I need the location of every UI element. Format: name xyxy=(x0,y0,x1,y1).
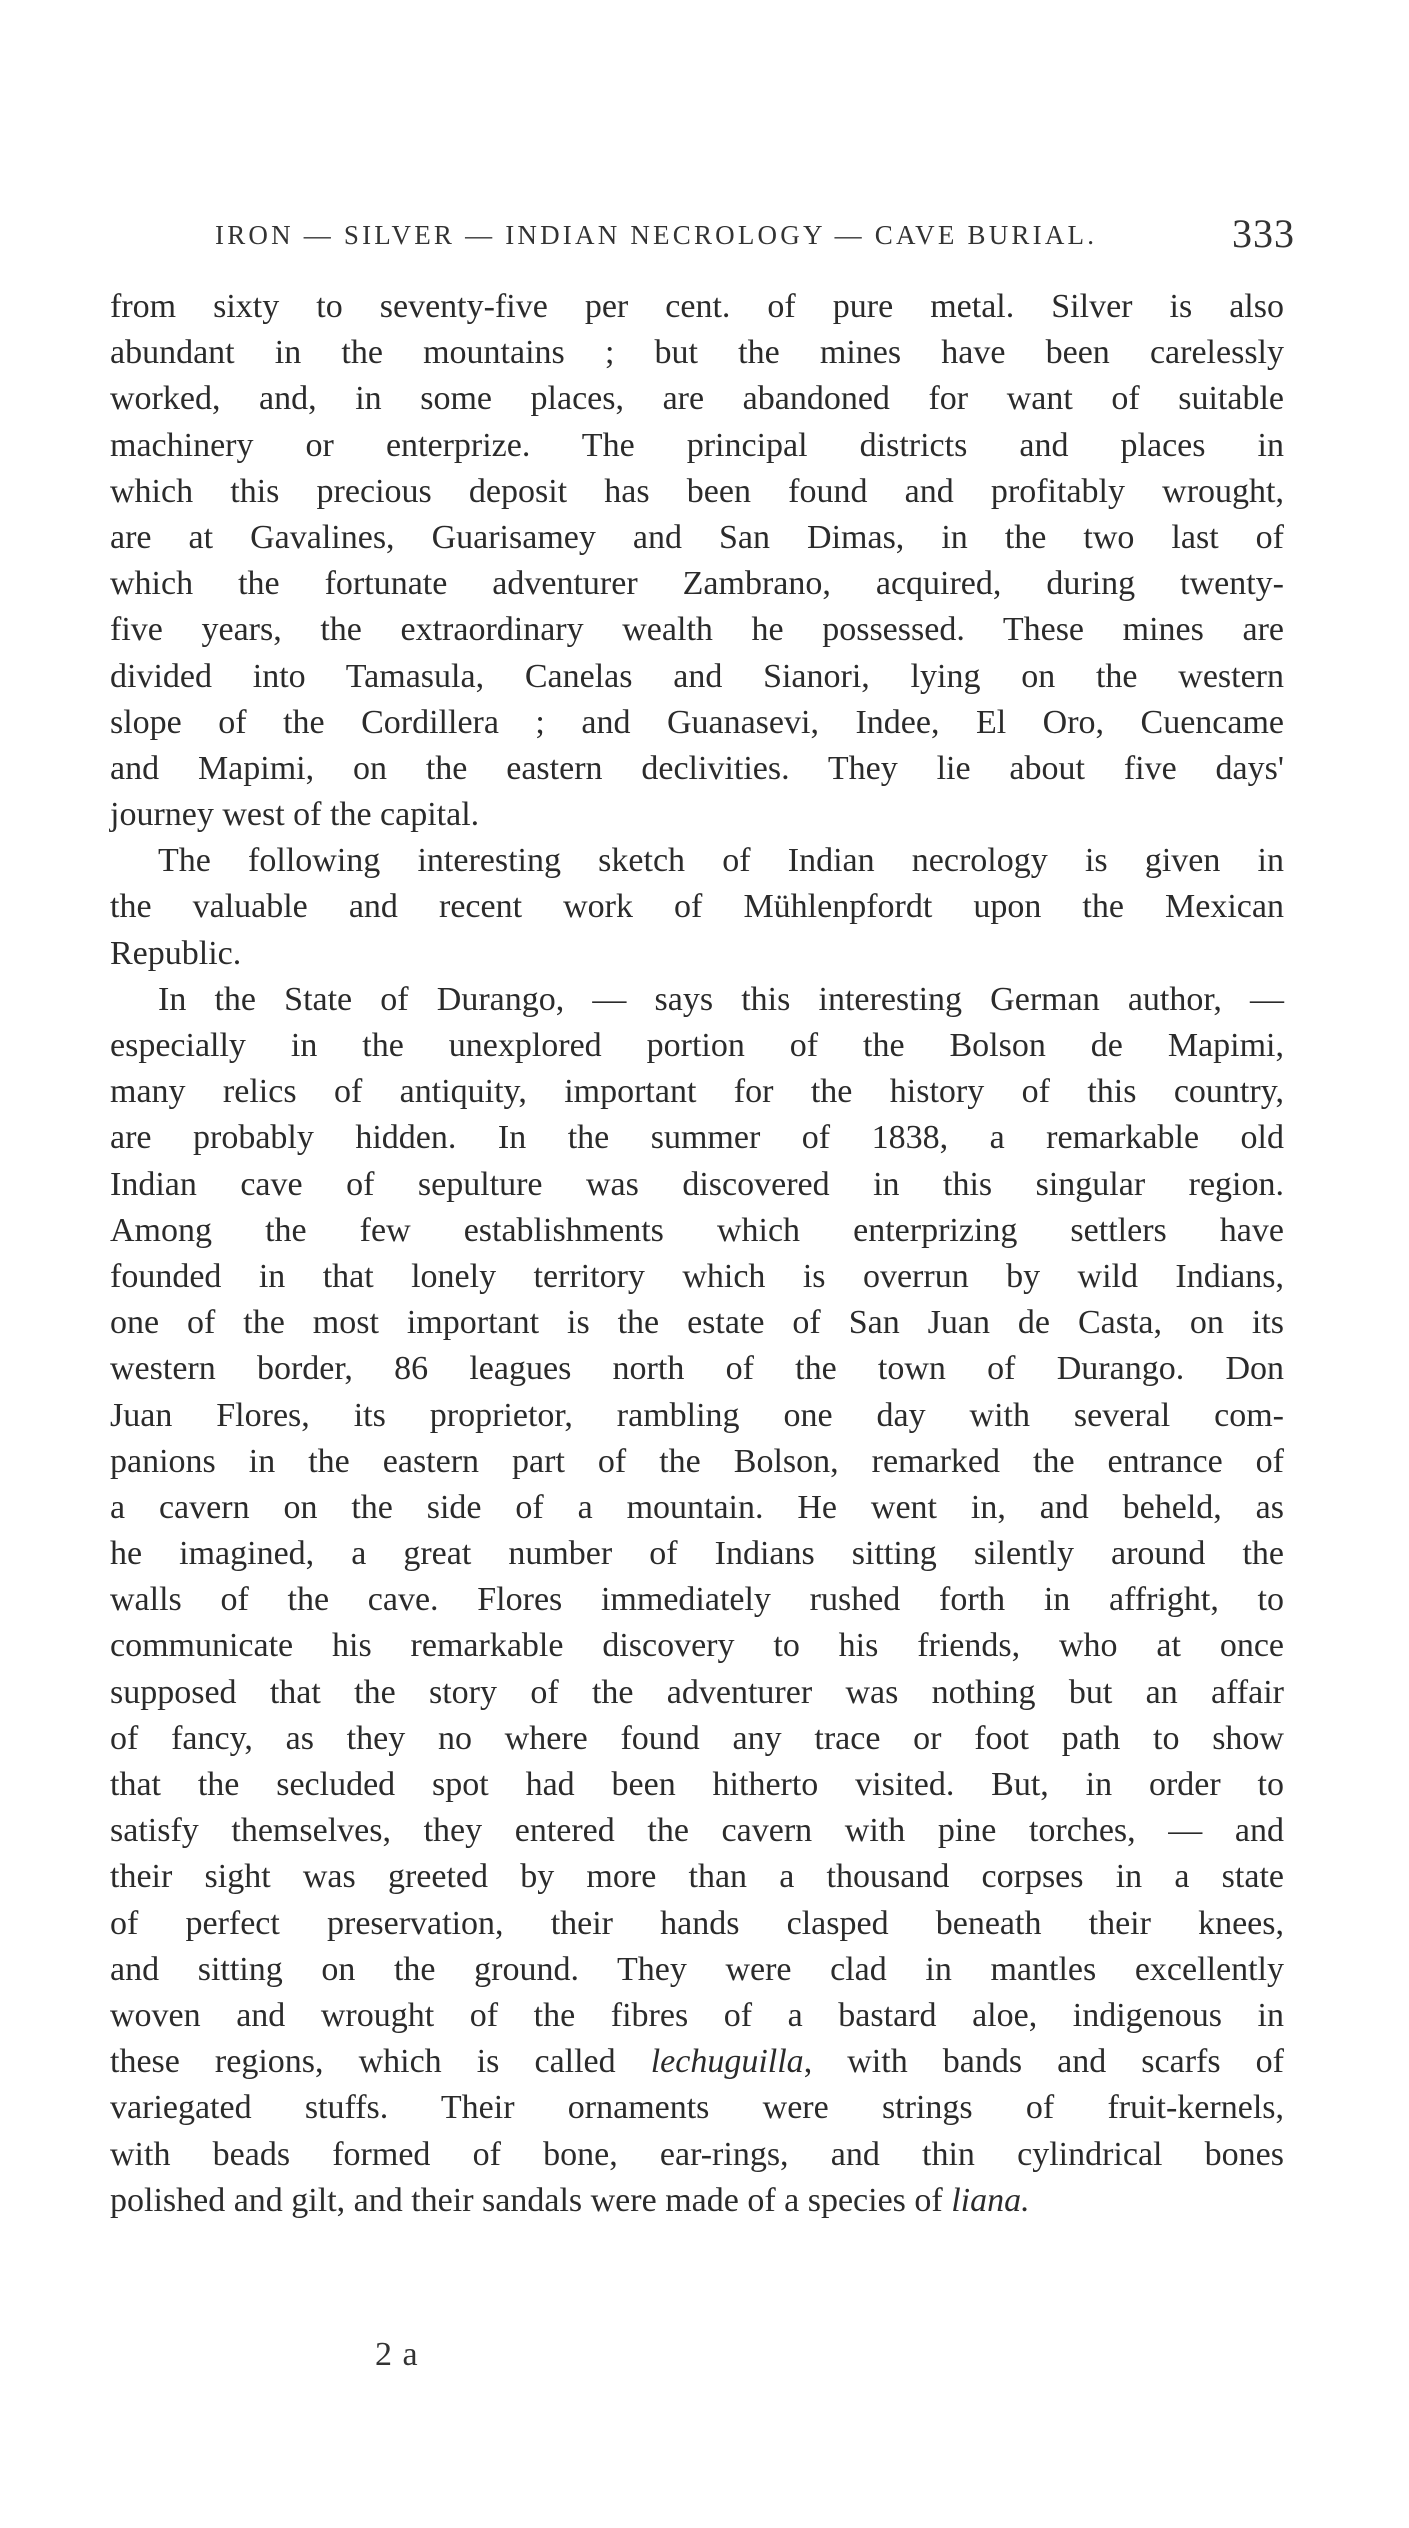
text-line: with beads formed of bone, ear-rings, and thin cylindrical bones xyxy=(110,2135,1284,2173)
text-line: five years, the extraordinary wealth he possessed. These mines are xyxy=(110,611,1284,649)
text-line: machinery or enterprize. The principal districts and places in xyxy=(110,426,1284,464)
text-line: of fancy, as they no where found any trace or foot path to show xyxy=(110,1719,1284,1757)
text-line: Among the few establishments which enterprizing settlers have xyxy=(110,1211,1284,1249)
text-line: western border, 86 leagues north of the town of Durango. Don xyxy=(110,1350,1284,1388)
text-line: which the fortunate adventurer Zambrano, acquired, during twenty- xyxy=(110,565,1284,603)
text-line: woven and wrought of the fibres of a bastard aloe, indigenous in xyxy=(110,1996,1284,2034)
page-number: 333 xyxy=(1232,211,1295,256)
text-line: he imagined, a great number of Indians sitting silently around the xyxy=(110,1535,1284,1573)
text-line: that the secluded spot had been hitherto visited. But, in order to xyxy=(110,1766,1284,1803)
text-line: a cavern on the side of a mountain. He went in, and beheld, as xyxy=(110,1488,1284,1526)
text-line: supposed that the story of the adventurer was nothing but an affair xyxy=(110,1673,1284,1711)
text-line: and sitting on the ground. They were clad in mantles excellently xyxy=(110,1950,1284,1988)
text-line: especially in the unexplored portion of the Bolson de Mapimi, xyxy=(110,1027,1284,1064)
text-line: are at Gavalines, Guarisamey and San Dimas, in the two last of xyxy=(110,518,1284,556)
text-line: variegated stuffs. Their ornaments were strings of fruit-kernels, xyxy=(110,2089,1284,2127)
text-line: their sight was greeted by more than a thousand corpses in a state xyxy=(110,1858,1284,1896)
text-line: panions in the eastern part of the Bolson, remarked the entrance of xyxy=(110,1442,1284,1480)
text-line: these regions, which is called lechuguilla, with bands and scarfs of xyxy=(110,2043,1284,2081)
text-line: founded in that lonely territory which is overrun by wild Indians, xyxy=(110,1257,1284,1295)
text-line: Indian cave of sepulture was discovered in this singular region. xyxy=(110,1165,1284,1203)
text-line: worked, and, in some places, are abandoned for want of suitable xyxy=(110,380,1284,418)
text-line: many relics of antiquity, important for the history of this country, xyxy=(110,1073,1284,1111)
text-line: one of the most important is the estate of San Juan de Casta, on its xyxy=(110,1304,1284,1342)
text-line: In the State of Durango, — says this interesting German author, — xyxy=(158,980,1284,1018)
text-line: of perfect preservation, their hands clasped beneath their knees, xyxy=(110,1904,1284,1942)
text-line: and Mapimi, on the eastern declivities. They lie about five days' xyxy=(110,749,1284,787)
body-text xyxy=(110,284,1284,2224)
signature-mark: 2 a xyxy=(375,2336,419,2373)
text-line: from sixty to seventy-five per cent. of pure metal. Silver is also xyxy=(110,288,1284,325)
text-line: Republic. xyxy=(110,934,242,972)
text-line: which this precious deposit has been found and profitably wrought, xyxy=(110,472,1284,510)
text-line: communicate his remarkable discovery to his friends, who at once xyxy=(110,1627,1284,1665)
paragraph xyxy=(110,284,1284,838)
text-line: Juan Flores, its proprietor, rambling one day with several com- xyxy=(110,1396,1284,1434)
text-line: are probably hidden. In the summer of 1838, a remarkable old xyxy=(110,1119,1284,1157)
running-header xyxy=(215,208,1295,268)
text-line: abundant in the mountains ; but the mines have been carelessly xyxy=(110,334,1284,372)
text-line: the valuable and recent work of Mühlenpfordt upon the Mexican xyxy=(110,888,1284,926)
text-line: walls of the cave. Flores immediately rushed forth in affright, to xyxy=(110,1581,1284,1619)
text-line: The following interesting sketch of Indian necrology is given in xyxy=(158,842,1284,880)
paragraph xyxy=(110,977,1284,2224)
text-line: slope of the Cordillera ; and Guanasevi, Indee, El Oro, Cuencame xyxy=(110,703,1284,741)
text-line: polished and gilt, and their sandals were made of a species of liana. xyxy=(110,2181,1030,2219)
text-line: journey west of the capital. xyxy=(110,796,480,834)
text-line: divided into Tamasula, Canelas and Sianori, lying on the western xyxy=(110,657,1284,695)
paragraph xyxy=(110,838,1284,977)
text-line: satisfy themselves, they entered the cavern with pine torches, — and xyxy=(110,1812,1284,1850)
running-title: IRON — SILVER — INDIAN NECROLOGY — CAVE BURIAL. xyxy=(215,220,1098,250)
